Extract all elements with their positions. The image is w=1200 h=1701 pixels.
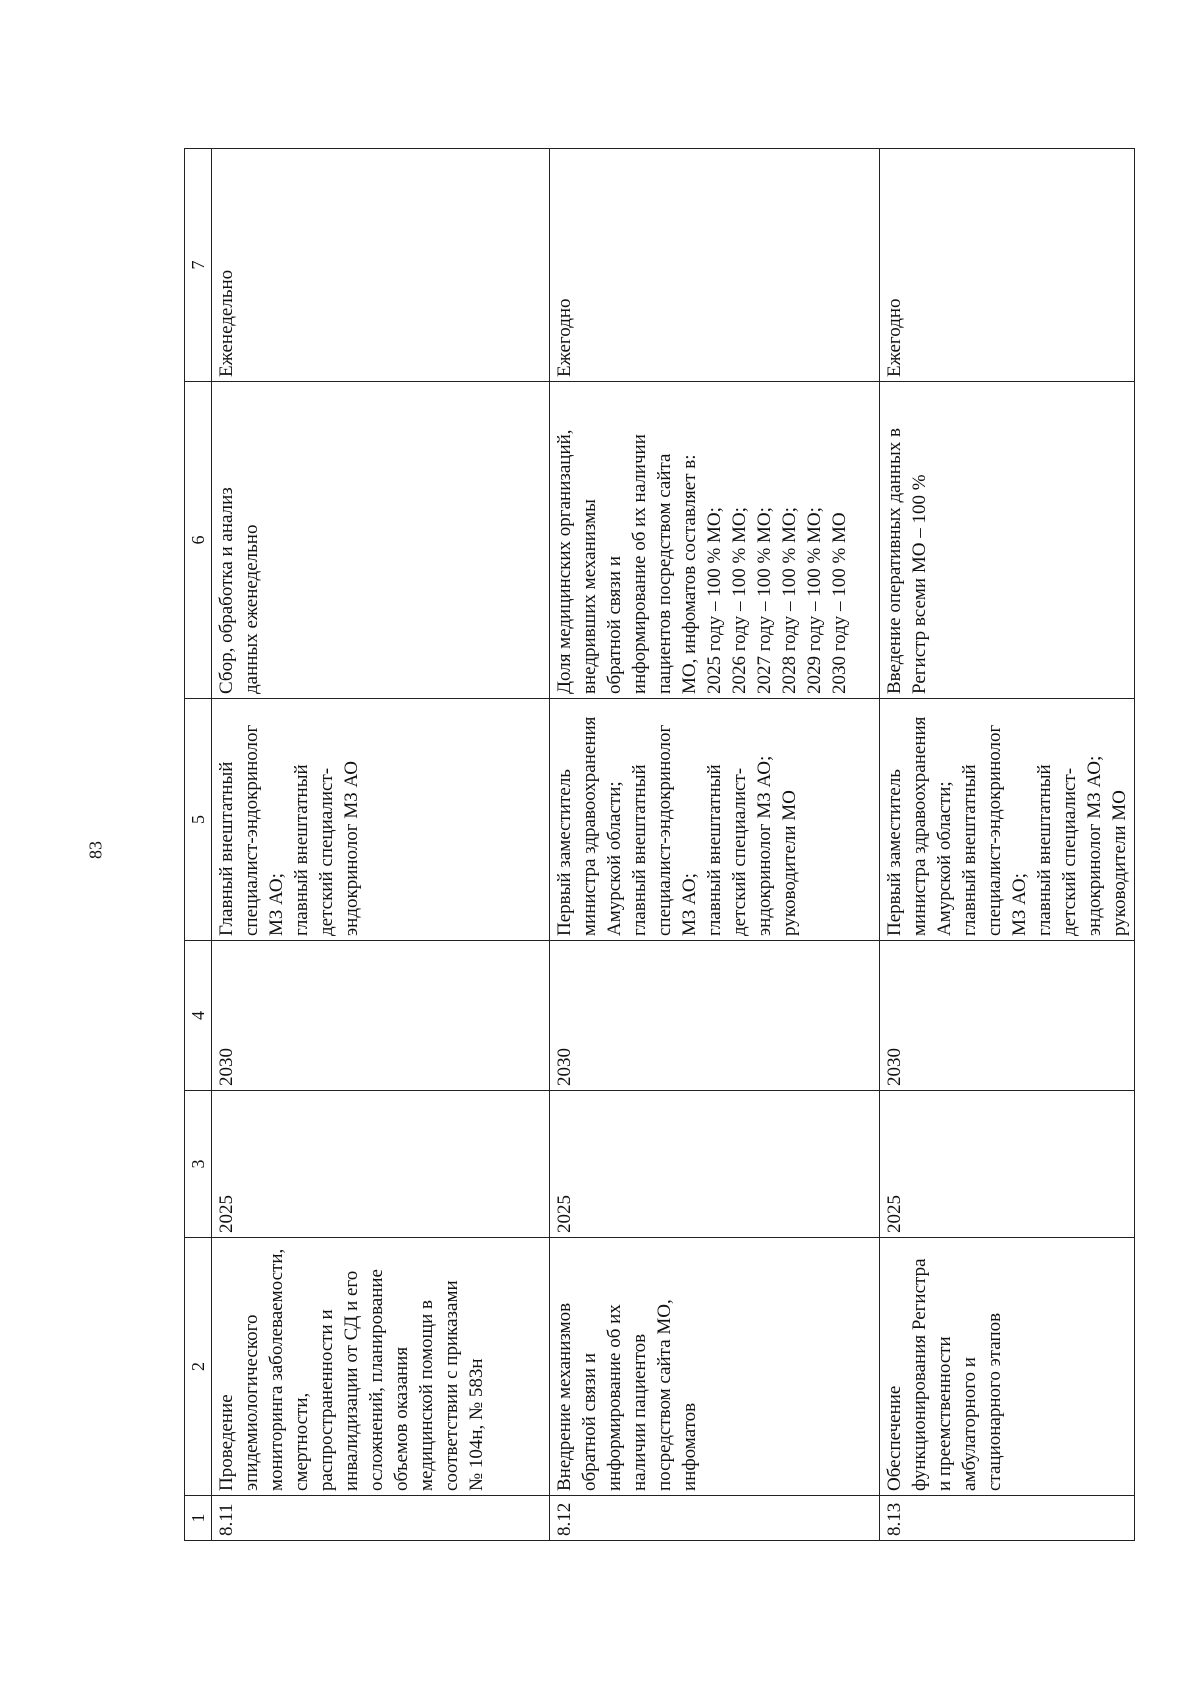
column-number-7: 7 [185, 149, 212, 382]
event-name: Обеспечение функционирования Регистра и преемственности амбулаторного и стационарного этапов [880, 1238, 1135, 1496]
frequency: Еженедельно [212, 149, 550, 382]
table-row [212, 149, 550, 1541]
responsible: Главный внештатный специалист-эндокринолог МЗ АО; главный внештатный детский специалист- эндокринолог МЗ АО [212, 699, 550, 941]
end-year: 2030 [880, 941, 1135, 1091]
result: Доля медицинских организаций, внедривших механизмы обратной связи и информирование об их наличии пациентов посредством сайта МО, инфоматов составляет в: 2025 году – 100 % МО; 2026 году – 100 % МО; 2027 году – 100 % МО; 2028 году – 100 % МО; 2029 году – 100 % МО; 2030 году – 100 % МО [550, 382, 880, 699]
result: Введение оперативных данных в Регистр всеми МО – 100 % [880, 382, 1135, 699]
responsible: Первый заместитель министра здравоохранения Амурской области; главный внештатный специалист-эндокринолог МЗ АО; главный внештатный детский специалист- эндокринолог МЗ АО; руководители МО [550, 699, 880, 941]
column-number-3: 3 [185, 1091, 212, 1238]
end-year: 2030 [212, 941, 550, 1091]
row-number: 8.12 [550, 1496, 880, 1541]
start-year: 2025 [212, 1091, 550, 1238]
column-number-4: 4 [185, 941, 212, 1091]
row-number: 8.13 [880, 1496, 1135, 1541]
table-header-row [185, 149, 212, 1541]
table-row [880, 149, 1135, 1541]
rotated-table-wrapper [184, 149, 1130, 1541]
column-number-5: 5 [185, 699, 212, 941]
event-name: Внедрение механизмов обратной связи и информирование об их наличии пациентов посредством сайта МО, инфоматов [550, 1238, 880, 1496]
responsible: Первый заместитель министра здравоохранения Амурской области; главный внештатный специалист-эндокринолог МЗ АО; главный внештатный детский специалист- эндокринолог МЗ АО; руководители МО [880, 699, 1135, 941]
column-number-6: 6 [185, 382, 212, 699]
column-number-2: 2 [185, 1238, 212, 1496]
row-number: 8.11 [212, 1496, 550, 1541]
column-number-1: 1 [185, 1496, 212, 1541]
result: Сбор, обработка и анализ данных еженедельно [212, 382, 550, 699]
event-name: Проведение эпидемиологического мониторинга заболеваемости, смертности, распространенности и инвалидизации от СД и его осложнений, планирование объемов оказания медицинской помощи в соответствии с приказами № 104н, № 583н [212, 1238, 550, 1496]
page-number: 83 [85, 841, 106, 859]
start-year: 2025 [880, 1091, 1135, 1238]
table-row [550, 149, 880, 1541]
start-year: 2025 [550, 1091, 880, 1238]
frequency: Ежегодно [880, 149, 1135, 382]
frequency: Ежегодно [550, 149, 880, 382]
end-year: 2030 [550, 941, 880, 1091]
measures-table [184, 148, 1135, 1541]
